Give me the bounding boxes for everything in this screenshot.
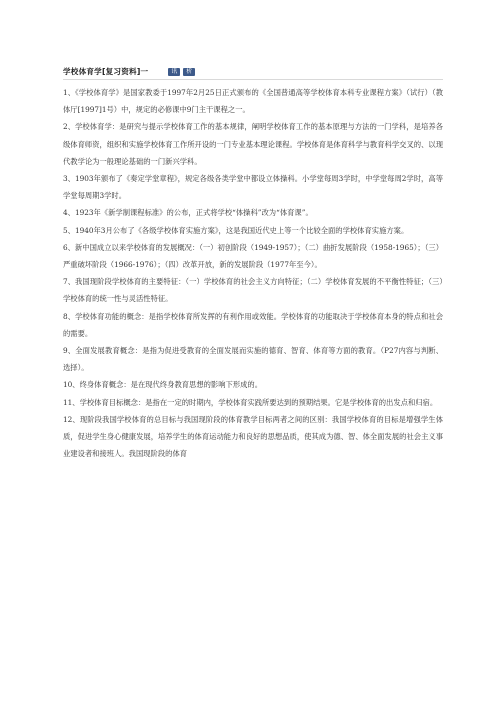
paragraph: 5、1940年3月公布了《各级学校体育实施方案》，这是我国近代史上等一个比较全面的学校体育实施方案。	[63, 225, 409, 235]
paragraph: 3、1903年颁布了《奏定学堂章程》，规定各级各类学堂中都设立体操科。小学堂每周3学时，中学堂每周2学时，高等学堂每周期3学时。	[63, 174, 443, 201]
paragraph: 7、我国现阶段学校体育的主要特征：（一）学校体育的社会主义方向特征；（二）学校体育发展的不平衡性特征；（三）学校体育的统一性与灵活性特征。	[63, 277, 443, 304]
paragraph: 9、全面发展教育概念：是指为促进受教育的全面发展而实施的德育、智育、体育等方面的教育。（P27内容与判断、选择）。	[63, 346, 443, 373]
tag-badge[interactable]: 讯	[168, 68, 180, 76]
paragraph: 10、终身体育概念：是在现代终身教育思想的影响下形成的。	[63, 380, 263, 390]
paragraph: 12、现阶段我国学校体育的总目标与我国现阶段的体育教学目标两者之间的区别：我国学校体育的目标是增强学生体质，促进学生身心健康发展，培养学生的体育运动能力和良好的思想品质，使其成为德、智、体全面发展的社会主义事业建设者和接班人。我国现阶段的体育	[63, 414, 443, 459]
doc-title: 学校体育学[复习资料]一	[63, 67, 149, 76]
header-divider	[63, 79, 443, 80]
paragraph: 1、《学校体育学》是国家教委于1997年2月25日正式颁布的《全国普通高等学校体育本科专业课程方案》（试行）（教体厅[1997]1号）中，规定的必修课中9门主干课程之一。	[63, 88, 443, 115]
paragraph: 4、1923年《新学制课程标准》的公布，正式将学校“体操科”改为“体育课”。	[63, 208, 313, 218]
paragraph: 8、学校体育功能的概念：是指学校体育所发挥的有利作用或效能。学校体育的功能取决于学校体育本身的特点和社会的需要。	[63, 311, 443, 338]
paragraph: 6、新中国成立以来学校体育的发展概况：（一）初创阶段（1949-1957）；（二）曲折发展阶段（1958-1965）；（三）严重破坏阶段（1966-1976）；（四）改革开放，新的发展阶段（1977年至今）。	[63, 242, 443, 270]
content-body	[63, 84, 443, 462]
paragraph: 11、学校体育目标概念：是指在一定的时期内，学校体育实践所要达到的预期结果。它是学校体育的出发点和归宿。	[63, 397, 438, 407]
title-row	[63, 66, 195, 77]
paragraph: 2、学校体育学：是研究与提示学校体育工作的基本规律，阐明学校体育工作的基本原理与方法的一门学科，是培养各级体育师资，组织和实施学校体育工作所开设的一门专业基本理论课程。学校体育是体育科学与教育科学交叉的、以现代教学论为一般理论基础的一门新兴学科。	[63, 122, 443, 166]
tag-badge[interactable]: 析	[183, 68, 195, 76]
tag-group	[168, 68, 195, 76]
